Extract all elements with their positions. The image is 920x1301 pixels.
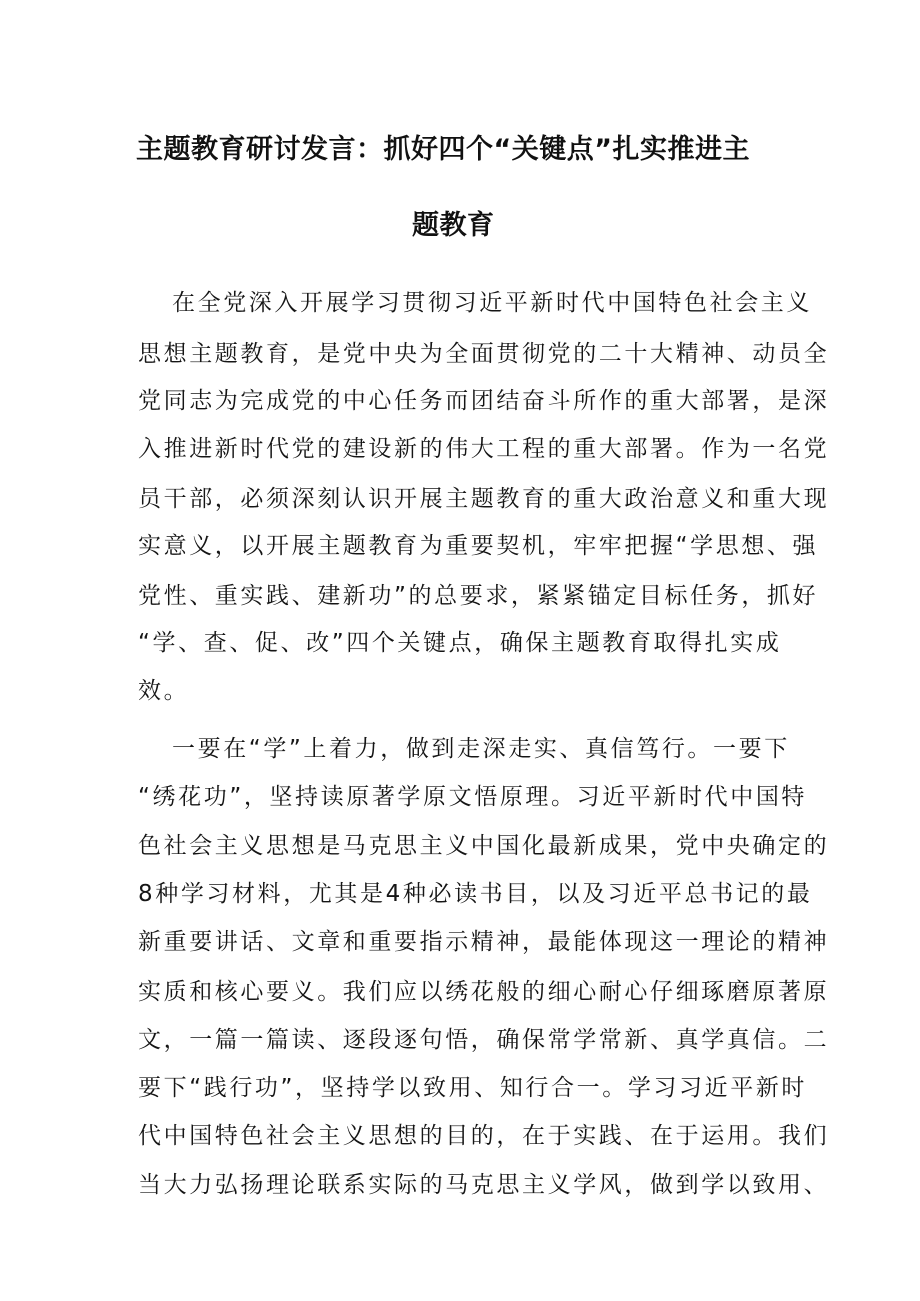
paragraph-1-line-3: 党同志为完成党的中心任务而团结奋斗所作的重大部署，是深 [138,388,830,414]
paragraph-1-line-6: 实意义，以开展主题教育为重要契机，牢牢把握“学思想、强 [138,533,819,559]
paragraph-1-line-2: 思想主题教育，是党中央为全面贯彻党的二十大精神、动员全 [138,341,830,367]
paragraph-1-line-8: “学、查、促、改”四个关键点，确保主题教育取得扎实成 [138,630,782,656]
paragraph-1-line-7: 党性、重实践、建新功”的总要求，紧紧锚定目标任务，抓好 [138,583,819,609]
paragraph-2-line-3: 色社会主义思想是马克思主义中国化最新成果，党中央确定的 [138,833,830,859]
paragraph-1-line-9: 效。 [138,678,190,704]
paragraph-1-line-5: 员干部，必须深刻认识开展主题教育的重大政治意义和重大现 [138,486,830,512]
paragraph-2-line-8: 要下“践行功”，坚持学以致用、知行合一。学习习近平新时 [138,1075,808,1101]
paragraph-2-line-4: 8种学习材料，尤其是4种必读书目，以及习近平总书记的最 [138,881,813,907]
paragraph-2-line-2: “绣花功”，坚持读原著学原文悟原理。习近平新时代中国特 [138,784,808,810]
paragraph-1-line-4: 入推进新时代党的建设新的伟大工程的重大部署。作为一名党 [138,436,830,462]
document-title-line-2: 题教育 [412,210,495,241]
paragraph-2-line-7: 文，一篇一篇读、逐段逐句悟，确保常学常新、真学真信。二 [138,1027,830,1053]
paragraph-2-line-10: 当大力弘扬理论联系实际的马克思主义学风，做到学以致用、 [138,1172,830,1198]
paragraph-2-line-5: 新重要讲话、文章和重要指示精神，最能体现这一理论的精神 [138,929,830,955]
document-title-line-1: 主题教育研讨发言：抓好四个“关键点”扎实推进主 [136,134,750,165]
paragraph-2-line-9: 代中国特色社会主义思想的目的，在于实践、在于运用。我们 [138,1123,830,1149]
paragraph-2-line-1: 一要在“学”上着力，做到走深走实、真信笃行。一要下 [172,736,790,762]
paragraph-2-line-6: 实质和核心要义。我们应以绣花般的细心耐心仔细琢磨原著原 [138,979,830,1005]
paragraph-1-line-1: 在全党深入开展学习贯彻习近平新时代中国特色社会主义 [172,290,812,316]
